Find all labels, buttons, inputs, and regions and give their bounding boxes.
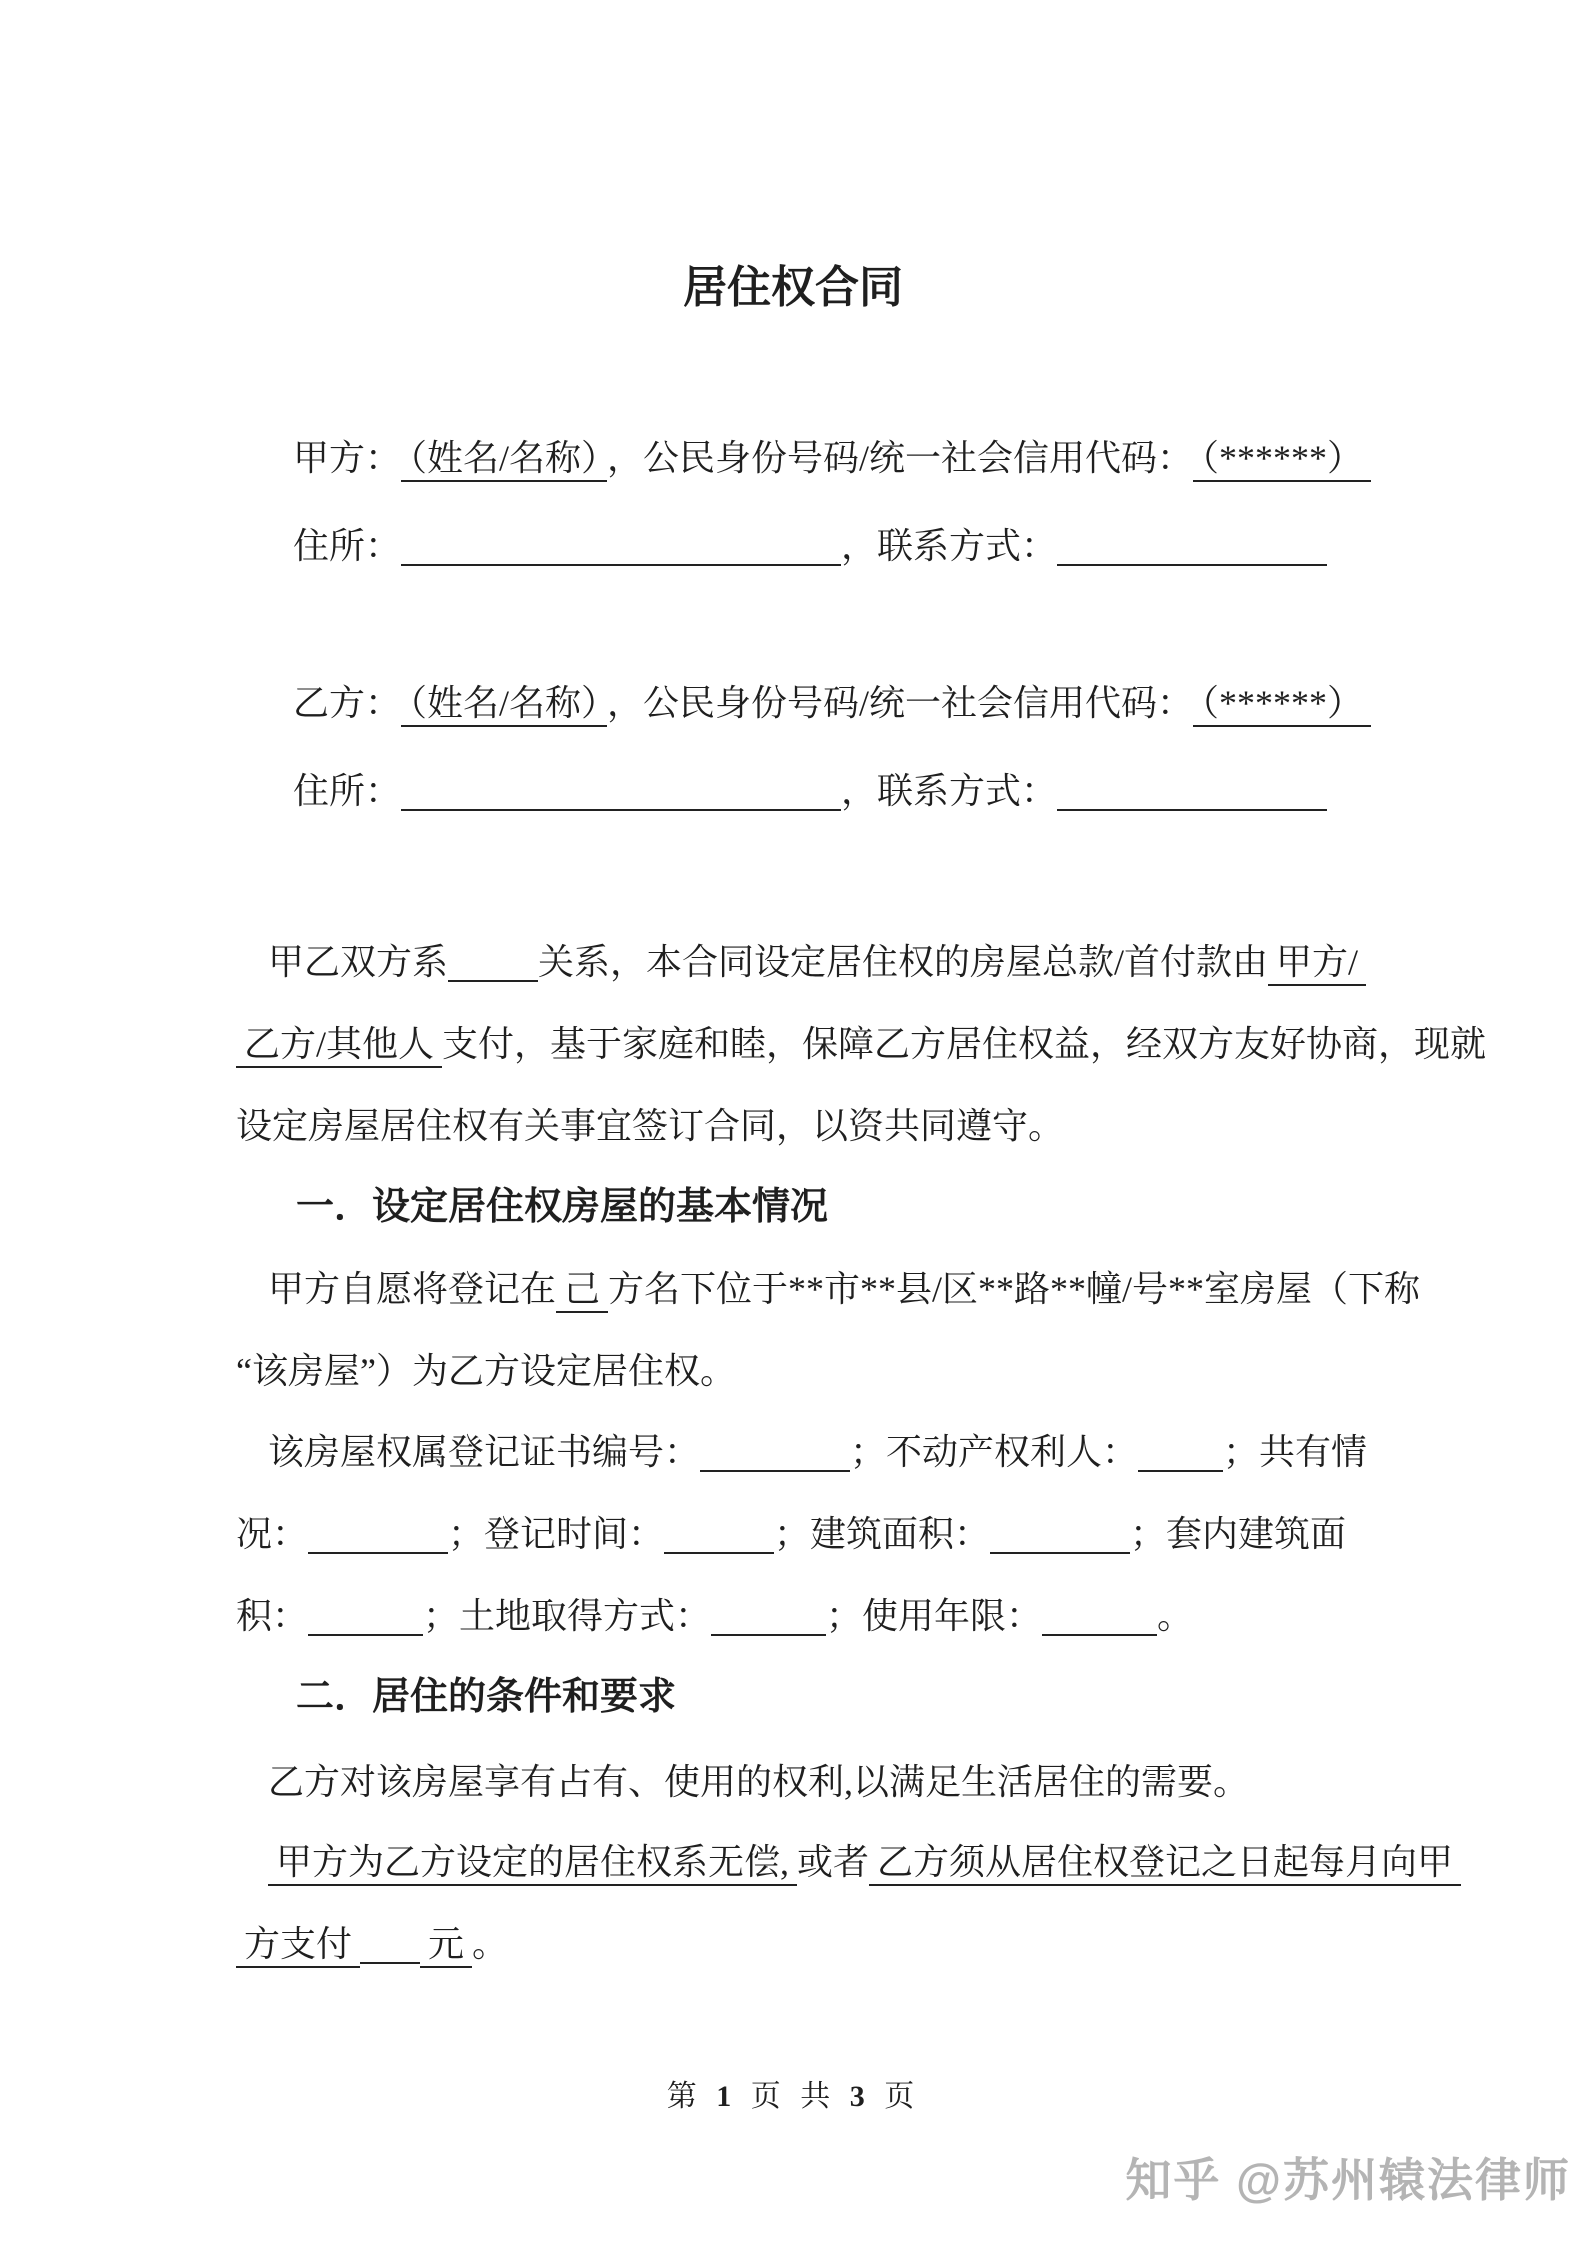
blank-field [1057, 773, 1327, 811]
underlined-text: （******） [1193, 438, 1371, 482]
underlined-text: （******） [1193, 683, 1371, 727]
blank-field [1042, 1598, 1157, 1636]
registration-details-paragraph [236, 1411, 1368, 1657]
blank-field [448, 944, 538, 982]
payment-terms-paragraph [236, 1821, 1454, 1985]
text-line [236, 1330, 1350, 1412]
text-segment: 甲方自愿将登记在 [268, 1269, 557, 1309]
blank-field [711, 1598, 826, 1636]
text-line [236, 659, 1364, 747]
text-segment: ；登记时间： [448, 1514, 665, 1554]
blank-field [1138, 1434, 1223, 1472]
text-segment: 方名下位于**市**县/区**路**幢/号**室房屋（下称 [608, 1269, 1421, 1309]
blank-field [401, 773, 841, 811]
text-line [236, 1575, 1350, 1657]
text-segment: 住所： [293, 771, 402, 811]
blank-field [700, 1434, 850, 1472]
text-segment: ；土地取得方式： [423, 1596, 712, 1636]
text-segment: ；套内建筑面 [1130, 1514, 1347, 1554]
text-segment: 第 [666, 2080, 717, 2113]
text-line [236, 747, 1350, 835]
watermark: 知乎 @苏州辕法律师 [1125, 2154, 1571, 2206]
text-segment: 支付，基于家庭和睦，保障乙方居住权益，经双方友好协商，现就 [442, 1024, 1487, 1064]
blank-field [308, 1598, 423, 1636]
text-segment: “该房屋”）为乙方设定居住权。 [236, 1351, 736, 1391]
text-line [236, 1411, 1368, 1493]
text-segment: 页 共 [737, 2080, 850, 2113]
blank-field [664, 1516, 774, 1554]
underlined-text: 己 [556, 1269, 608, 1313]
intro-paragraph [236, 921, 1487, 1167]
underlined-text: （姓名/名称） [401, 683, 607, 727]
text-segment: 或者 [797, 1842, 870, 1882]
section-1-heading [236, 1166, 1350, 1248]
party-b-block [236, 659, 1364, 835]
housing-description-paragraph [236, 1248, 1421, 1412]
underlined-text: （姓名/名称） [401, 438, 607, 482]
blank-field [308, 1516, 448, 1554]
text-segment: 甲方： [293, 438, 402, 478]
section-2-heading [236, 1656, 1350, 1738]
party-a-block [236, 414, 1364, 590]
text-segment: 3 [849, 2080, 871, 2113]
text-segment: 关系，本合同设定居住权的房屋总款/首付款由 [538, 942, 1269, 982]
text-segment: 二．居住的条件和要求 [296, 1676, 677, 1718]
text-segment: 甲乙双方系 [268, 942, 449, 982]
text-segment: ；共有情 [1223, 1432, 1368, 1472]
text-segment: ，联系方式： [841, 526, 1058, 566]
text-line [236, 1166, 1350, 1248]
blank-field [401, 528, 841, 566]
underlined-text: 甲方为乙方设定的居住权系无偿, [268, 1842, 797, 1886]
text-segment: 住所： [293, 526, 402, 566]
text-line [236, 1656, 1350, 1738]
text-line [236, 502, 1350, 590]
blank-field [1057, 528, 1327, 566]
text-line [236, 1493, 1350, 1575]
text-segment: 该房屋权属登记证书编号： [268, 1432, 701, 1472]
text-line [236, 1085, 1350, 1167]
text-segment: 设定房屋居住权有关事宜签订合同，以资共同遵守。 [236, 1106, 1065, 1146]
page-number-footer [0, 2062, 1587, 2132]
text-line [236, 1248, 1421, 1330]
text-line [236, 1741, 1350, 1823]
text-segment: 。 [472, 1924, 509, 1964]
text-segment: ，公民身份号码/统一社会信用代码： [607, 683, 1194, 723]
text-segment: ；不动产权利人： [850, 1432, 1139, 1472]
text-segment: 页 [870, 2080, 921, 2113]
text-line [236, 1003, 1487, 1085]
blank-field [990, 1516, 1130, 1554]
blank-field [360, 1926, 420, 1964]
text-segment: ，联系方式： [841, 771, 1058, 811]
text-segment: 1 [716, 2080, 738, 2113]
underlined-text: 元 [420, 1924, 472, 1968]
text-segment: ；建筑面积： [774, 1514, 991, 1554]
residence-rights-paragraph [236, 1741, 1350, 1823]
underlined-text: 方支付 [236, 1924, 360, 1968]
text-segment: ；使用年限： [826, 1596, 1043, 1636]
document-title: 居住权合同 [683, 263, 903, 312]
text-segment: 积： [236, 1596, 309, 1636]
text-line [236, 1903, 1350, 1985]
text-segment: 。 [1157, 1596, 1194, 1636]
underlined-text: 甲方/ [1268, 942, 1366, 986]
text-line [236, 921, 1359, 1003]
text-segment: 乙方对该房屋享有占有、使用的权利,以满足生活居住的需要。 [268, 1762, 1250, 1802]
text-segment: 况： [236, 1514, 309, 1554]
text-segment: 乙方： [293, 683, 402, 723]
text-segment: 一．设定居住权房屋的基本情况 [296, 1186, 829, 1228]
text-line [0, 2062, 1587, 2132]
text-line [236, 414, 1364, 502]
underlined-text: 乙方/其他人 [236, 1024, 442, 1068]
text-line [236, 1821, 1454, 1903]
underlined-text: 乙方须从居住权登记之日起每月向甲 [869, 1842, 1461, 1886]
text-segment: ，公民身份号码/统一社会信用代码： [607, 438, 1194, 478]
